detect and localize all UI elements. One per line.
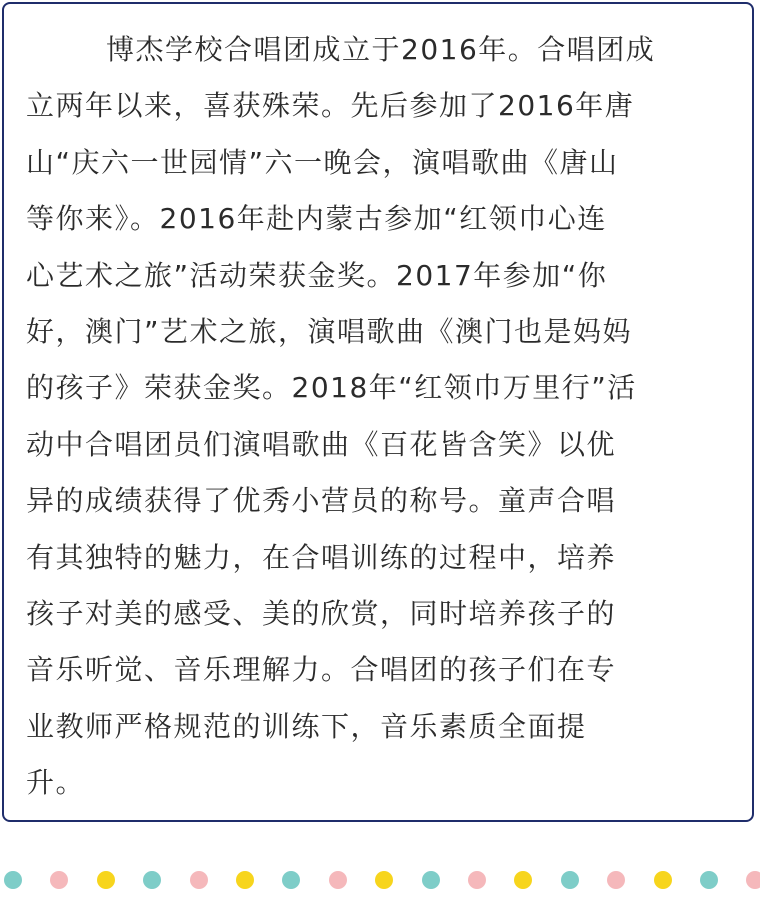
decorative-dot bbox=[375, 871, 393, 889]
decorative-dots-row bbox=[0, 868, 760, 892]
text-line: 音乐听觉、音乐理解力。合唱团的孩子们在专 bbox=[26, 653, 617, 687]
text-line: 心艺术之旅”活动荣获金奖。2017年参加“你 bbox=[26, 258, 608, 292]
article-box bbox=[2, 2, 754, 822]
decorative-dot bbox=[700, 871, 718, 889]
decorative-dot bbox=[143, 871, 161, 889]
decorative-dot bbox=[746, 871, 760, 889]
text-line: 升。 bbox=[26, 766, 86, 800]
decorative-dot bbox=[514, 871, 532, 889]
text-line: 有其独特的魅力，在合唱训练的过程中，培养 bbox=[26, 540, 617, 574]
text-line: 山“庆六一世园情”六一晚会，演唱歌曲《唐山 bbox=[26, 145, 619, 179]
decorative-dot bbox=[422, 871, 440, 889]
text-line: 博杰学校合唱团成立于2016年。合唱团成 bbox=[106, 33, 656, 66]
decorative-dot bbox=[468, 871, 486, 889]
decorative-dot bbox=[236, 871, 254, 889]
decorative-dot bbox=[654, 871, 672, 889]
text-line: 好，澳门”艺术之旅，演唱歌曲《澳门也是妈妈 bbox=[26, 314, 633, 348]
decorative-dot bbox=[329, 871, 347, 889]
text-line: 异的成绩获得了优秀小营员的称号。童声合唱 bbox=[26, 484, 617, 518]
decorative-dot bbox=[4, 871, 22, 889]
decorative-dot bbox=[97, 871, 115, 889]
decorative-dot bbox=[561, 871, 579, 889]
text-line: 业教师严格规范的训练下，音乐素质全面提 bbox=[26, 709, 587, 743]
decorative-dot bbox=[50, 871, 68, 889]
text-line: 立两年以来，喜获殊荣。先后参加了2016年唐 bbox=[26, 89, 635, 123]
article-paragraph bbox=[26, 22, 738, 811]
text-line: 动中合唱团员们演唱歌曲《百花皆含笑》以优 bbox=[26, 427, 617, 461]
decorative-dot bbox=[607, 871, 625, 889]
decorative-dot bbox=[190, 871, 208, 889]
text-line: 的孩子》荣获金奖。2018年“红领巾万里行”活 bbox=[26, 371, 637, 405]
text-line: 孩子对美的感受、美的欣赏，同时培养孩子的 bbox=[26, 596, 617, 630]
decorative-dot bbox=[282, 871, 300, 889]
text-line: 等你来》。2016年赴内蒙古参加“红领巾心连 bbox=[26, 202, 607, 236]
